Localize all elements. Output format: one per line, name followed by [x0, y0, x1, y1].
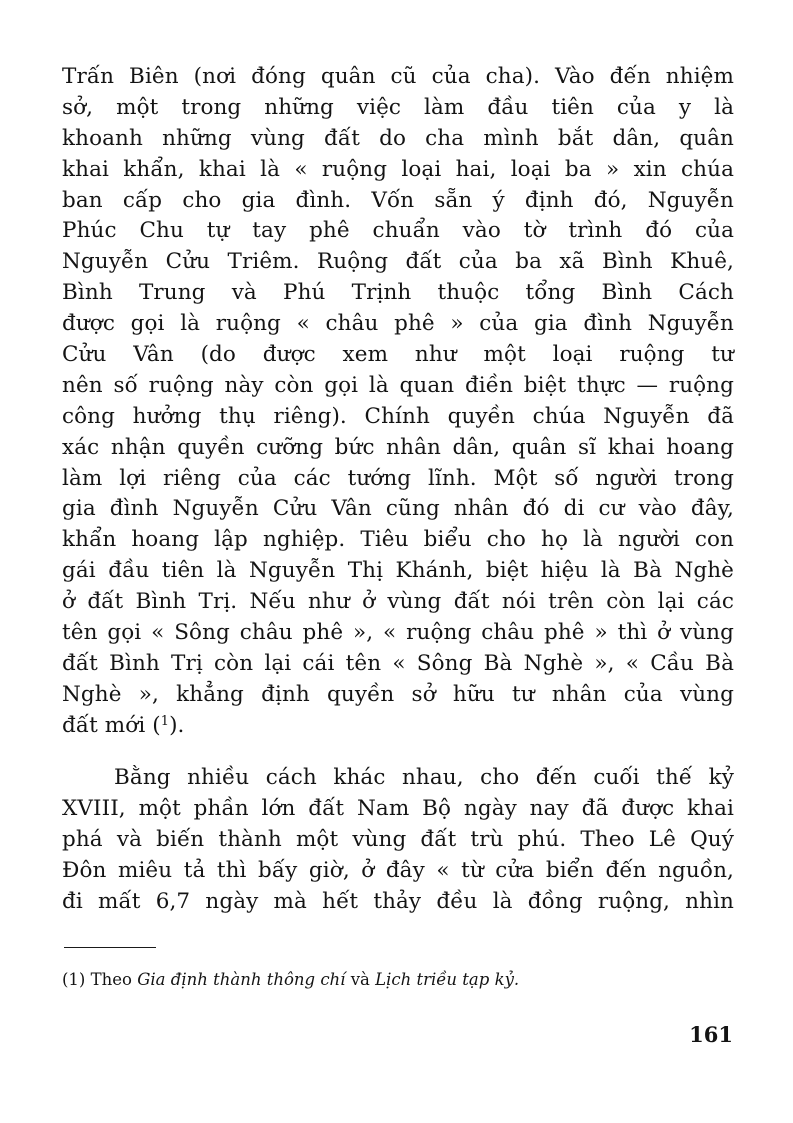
footnote-title: Gia định thành thông chí [137, 970, 346, 989]
text-line-last [62, 711, 734, 742]
footnote-text: và [350, 970, 370, 989]
footnote [62, 968, 734, 992]
text-line: tên gọi « Sông châu phê », « ruộng châu phê » thì ở vùng [62, 620, 734, 646]
text-line: Phúc Chu tự tay phê chuẩn vào tờ trình đó của [62, 218, 734, 244]
text-line: Bình Trung và Phú Trịnh thuộc tổng Bình Cách [62, 280, 734, 306]
paragraph-1 [62, 62, 734, 742]
text-line: khẩn hoang lập nghiệp. Tiêu biểu cho họ là người con [62, 527, 734, 553]
text-line: Cửu Vân (do được xem như một loại ruộng tư [62, 342, 734, 368]
text-line: Trấn Biên (nơi đóng quân cũ của cha). Vào đến nhiệm [62, 64, 734, 89]
footnote-marker: (1) [62, 970, 86, 989]
text-line: gái đầu tiên là Nguyễn Thị Khánh, biệt hiệu là Bà Nghè [62, 558, 734, 584]
text-line: nên số ruộng này còn gọi là quan điền biệt thực — ruộng [62, 372, 734, 398]
footnote-reference: 1 [160, 713, 170, 729]
text-line: XVIII, một phần lớn đất Nam Bộ ngày nay đã được khai [62, 795, 734, 821]
paragraph-2 [62, 763, 734, 917]
footnote-separator [64, 947, 156, 948]
page-number: 161 [689, 1022, 733, 1047]
text-line: Nghè », khẳng định quyền sở hữu tư nhân của vùng [62, 681, 734, 707]
text-line: khoanh những vùng đất do cha mình bắt dân, quân [62, 125, 734, 151]
text-line: ở đất Bình Trị. Nếu như ở vùng đất nói trên còn lại các [62, 589, 734, 615]
text-line: Bằng nhiều cách khác nhau, cho đến cuối thế kỷ [114, 765, 734, 790]
text-line: Nguyễn Cửu Triêm. Ruộng đất của ba xã Bình Khuê, [62, 249, 734, 275]
text-line: công hưởng thụ riêng). Chính quyền chúa Nguyễn đã [62, 403, 734, 429]
text-line: sở, một trong những việc làm đầu tiên của y là [62, 94, 734, 120]
text-line: làm lợi riêng của các tướng lĩnh. Một số người trong [62, 465, 734, 491]
text-fragment: ). [169, 712, 185, 738]
footnote-text: Theo [90, 970, 132, 989]
text-line: ban cấp cho gia đình. Vốn sẵn ý định đó, Nguyễn [62, 187, 734, 213]
text-line: phá và biến thành một vùng đất trù phú. Theo Lê Quý [62, 826, 734, 852]
footnote-title: Lịch triều tạp kỷ. [375, 970, 520, 989]
text-line: được gọi là ruộng « châu phê » của gia đình Nguyễn [62, 311, 734, 337]
text-line: xác nhận quyền cưỡng bức nhân dân, quân sĩ khai hoang [62, 434, 734, 460]
text-line: đất Bình Trị còn lại cái tên « Sông Bà Nghè », « Cầu Bà [62, 650, 734, 676]
text-line: đi mất 6,7 ngày mà hết thảy đều là đồng ruộng, nhìn [62, 888, 734, 914]
text-line: Đôn miêu tả thì bấy giờ, ở đây « từ cửa biển đến nguồn, [62, 857, 734, 883]
text-fragment: đất mới ( [62, 712, 161, 738]
text-line: khai khẩn, khai là « ruộng loại hai, loại ba » xin chúa [62, 156, 734, 182]
text-line: gia đình Nguyễn Cửu Vân cũng nhân đó di cư vào đây, [62, 496, 734, 522]
